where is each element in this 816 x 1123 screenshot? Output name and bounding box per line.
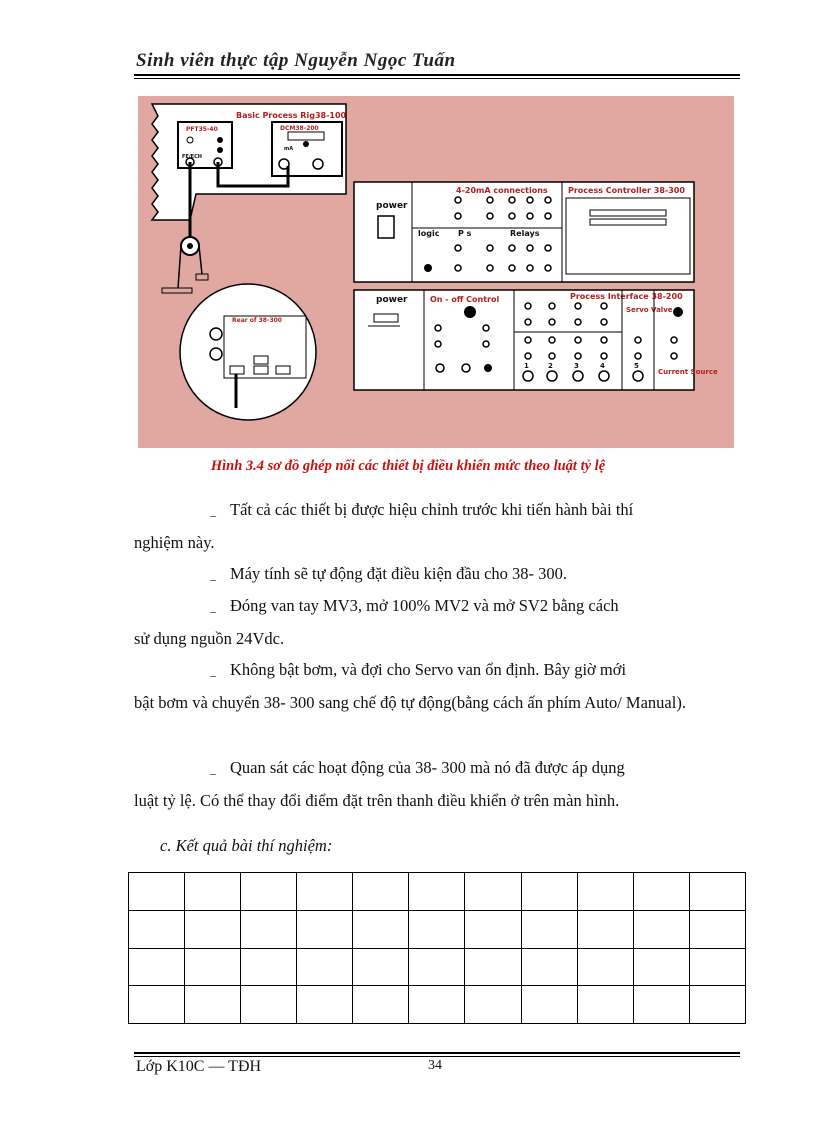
figure-diagram bbox=[138, 96, 734, 448]
fig-relays: Relays bbox=[510, 229, 540, 238]
figure-caption: Hình 3.4 sơ đồ ghép nối các thiết bị điều khiển mức theo luật tỷ lệ bbox=[210, 458, 606, 474]
results-table bbox=[128, 872, 746, 1024]
paragraph-2-first: Máy tính sẽ tự động đặt điều kiện đầu cho 38- 300. bbox=[230, 564, 568, 583]
fig-int-power: power bbox=[376, 295, 408, 305]
table-cell bbox=[633, 873, 689, 911]
fig-on-off: On - off Control bbox=[430, 295, 500, 304]
table-cell bbox=[353, 948, 409, 986]
bullet: _ bbox=[210, 504, 216, 519]
paragraph-5-first: Quan sát các hoạt động của 38- 300 mà nó đã được áp dụng bbox=[230, 758, 625, 777]
header-rule-thin bbox=[134, 78, 740, 79]
table-cell bbox=[409, 910, 465, 948]
paragraph-5-rest: luật tỷ lệ. Có thể thay đổi điểm đặt trên thanh điều khiển ở trên màn hình. bbox=[134, 791, 620, 811]
page-header: Sinh viên thực tập Nguyễn Ngọc Tuấn bbox=[136, 50, 456, 71]
table-cell bbox=[297, 910, 353, 948]
table-cell bbox=[353, 873, 409, 911]
table-row bbox=[129, 910, 746, 948]
table-cell bbox=[409, 873, 465, 911]
paragraph-1-rest: nghiệm này. bbox=[134, 533, 215, 553]
table-cell bbox=[353, 986, 409, 1024]
fig-process-interface: Process Interface 38-200 bbox=[570, 292, 683, 301]
table-cell bbox=[129, 873, 185, 911]
paragraph-3-first: Đóng van tay MV3, mở 100% MV2 và mở SV2 bằng cách bbox=[230, 596, 619, 615]
fig-port-3: 3 bbox=[574, 362, 579, 370]
table-cell bbox=[241, 948, 297, 986]
fig-device2-sub: mA bbox=[284, 146, 294, 152]
table-cell bbox=[465, 948, 521, 986]
fig-logic: logic bbox=[418, 229, 440, 238]
paragraph-1-first: Tất cả các thiết bị được hiệu chỉnh trước khi tiến hành bài thí bbox=[230, 500, 634, 519]
table-cell bbox=[521, 873, 577, 911]
fig-port-1: 1 bbox=[524, 362, 529, 370]
table-cell bbox=[185, 986, 241, 1024]
table-cell bbox=[297, 873, 353, 911]
fig-port-5: 5 bbox=[634, 362, 639, 370]
table-cell bbox=[577, 986, 633, 1024]
bullet: _ bbox=[210, 600, 216, 615]
bullet: _ bbox=[210, 568, 216, 583]
table-cell bbox=[185, 873, 241, 911]
bullet: _ bbox=[210, 762, 216, 777]
results-heading: c. Kết quả bài thí nghiệm: bbox=[160, 836, 333, 855]
table-cell bbox=[465, 873, 521, 911]
paragraph-4-first: Không bật bơm, và đợi cho Servo van ổn định. Bây giờ mới bbox=[230, 660, 627, 679]
footer-rule-thin bbox=[134, 1056, 740, 1057]
table-cell bbox=[241, 873, 297, 911]
fig-rear: Rear of 38-300 bbox=[232, 317, 282, 324]
paragraph-2 bbox=[134, 558, 740, 591]
table-row bbox=[129, 948, 746, 986]
fig-device1-sub: FE/ECH bbox=[182, 154, 202, 160]
table-cell bbox=[689, 948, 745, 986]
table-cell bbox=[689, 986, 745, 1024]
fig-ctrl-power: power bbox=[376, 201, 408, 211]
fig-main-title: Basic Process Rig38-100 bbox=[236, 111, 347, 120]
table-cell bbox=[633, 948, 689, 986]
page-number: 34 bbox=[428, 1058, 442, 1073]
table-cell bbox=[465, 910, 521, 948]
table-cell bbox=[689, 873, 745, 911]
table-cell bbox=[185, 910, 241, 948]
table-cell bbox=[577, 948, 633, 986]
table-cell bbox=[185, 948, 241, 986]
fig-device2: DCM38-200 bbox=[280, 125, 319, 132]
table-cell bbox=[465, 986, 521, 1024]
table-cell bbox=[521, 910, 577, 948]
table-cell bbox=[129, 986, 185, 1024]
header-rule bbox=[134, 74, 740, 76]
table-cell bbox=[129, 910, 185, 948]
table-cell bbox=[241, 986, 297, 1024]
table-cell bbox=[633, 986, 689, 1024]
fig-current: Current Source bbox=[658, 368, 718, 376]
paragraph-1 bbox=[134, 494, 740, 559]
footer-rule bbox=[134, 1052, 740, 1054]
table-cell bbox=[353, 910, 409, 948]
table-cell bbox=[521, 986, 577, 1024]
footer-class-label: Lớp K10C — TĐH bbox=[136, 1058, 262, 1075]
paragraph-4-rest: bật bơm và chuyển 38- 300 sang chế độ tự động(bằng cách ấn phím Auto/ Manual). bbox=[134, 693, 686, 713]
fig-port-2: 2 bbox=[548, 362, 553, 370]
table-row bbox=[129, 873, 746, 911]
table-cell bbox=[521, 948, 577, 986]
table-cell bbox=[297, 948, 353, 986]
fig-port-4: 4 bbox=[600, 362, 605, 370]
table-cell bbox=[577, 873, 633, 911]
table-cell bbox=[409, 986, 465, 1024]
fig-device1: PFT35-40 bbox=[186, 126, 218, 133]
paragraph-3-rest: sử dụng nguồn 24Vdc. bbox=[134, 629, 285, 649]
table-cell bbox=[577, 910, 633, 948]
fig-ps: P s bbox=[458, 229, 472, 238]
table-cell bbox=[241, 910, 297, 948]
paragraph-5 bbox=[134, 752, 740, 817]
table-cell bbox=[129, 948, 185, 986]
table-cell bbox=[297, 986, 353, 1024]
table-cell bbox=[689, 910, 745, 948]
fig-servo: Servo Valve bbox=[626, 306, 673, 314]
bullet: _ bbox=[210, 664, 216, 679]
fig-process-controller: Process Controller 38-300 bbox=[568, 186, 685, 195]
paragraph-3 bbox=[134, 590, 740, 655]
table-row bbox=[129, 986, 746, 1024]
table-cell bbox=[409, 948, 465, 986]
paragraph-4 bbox=[134, 654, 740, 719]
fig-connections: 4-20mA connections bbox=[456, 186, 548, 195]
table-cell bbox=[633, 910, 689, 948]
